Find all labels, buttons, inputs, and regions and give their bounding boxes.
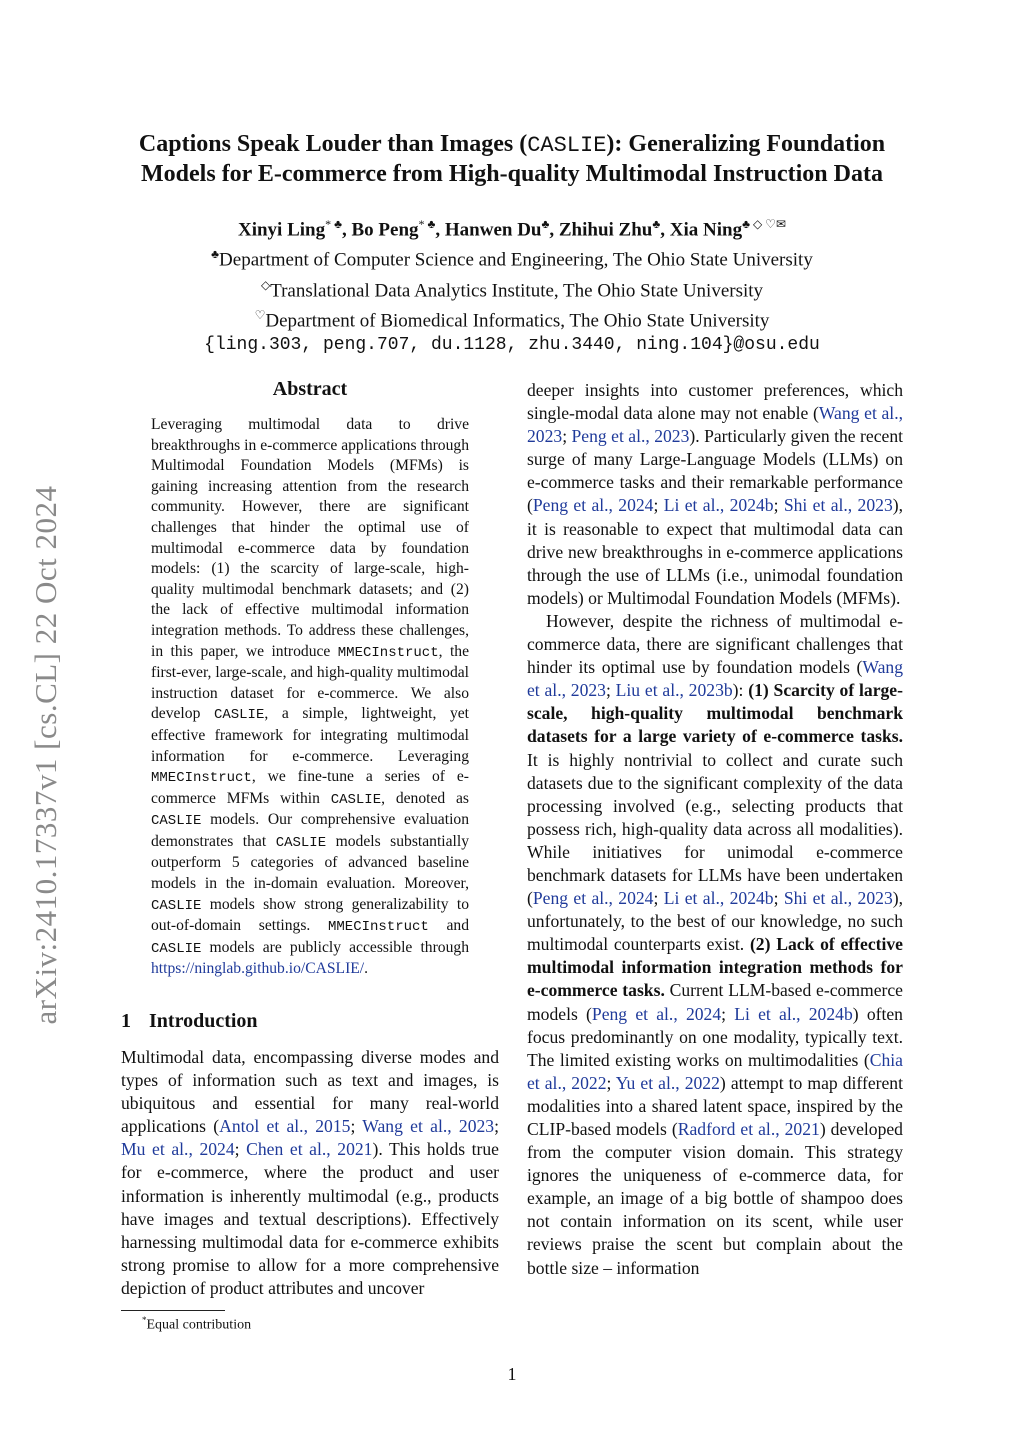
project-url-link[interactable]: https://ninglab.github.io/CASLIE/ — [151, 960, 365, 978]
arxiv-stamp — [14, 455, 78, 1055]
right-column — [527, 379, 903, 1280]
affiliation-1: ♣Department of Computer Science and Engineering, The Ohio State University — [211, 247, 813, 271]
right-paragraph-2: However, despite the richness of multimodal e-commerce data, there are significant challenges that hinder its optimal use by foundation models (Wang et al., 2023; Liu et al., 2023b): (1) Scarcity of large-scale, high-quality multimodal benchmark datasets for a large variety of e-commerce tasks. It is highly nontrivial to collect and curate such datasets due to the significant complexity of the data processing involved (e.g., selecting products that possess rich, high-quality data across all modalities). While initiatives for unimodal e-commerce benchmark datasets for LLMs have been undertaken (Peng et al., 2024; Li et al., 2024b; Shi et al., 2023), unfortunately, to the best of our knowledge, no such multimodal counterparts exist. (2) Lack of effective multimodal information integration methods for e-commerce tasks. Current LLM-based e-commerce models (Peng et al., 2024; Li et al., 2024b) often focus predominantly on one modality, typically text. The limited existing works on multimodalities (Chia et al., 2022; Yu et al., 2022) attempt to map different modalities into a shared latent space, inspired by the CLIP-based models (Radford et al., 2021) developed from the computer vision domain. This strategy ignores the uniqueness of e-commerce data, for example, an image of a big bottle of shampoo does not contain information on its scent, while user reviews praise the scent but complain about the bottle size – information — [527, 610, 904, 1278]
author-emails: {ling.303, peng.707, du.1128, zhu.3440, ning.104}@osu.edu — [204, 335, 820, 356]
citation-link[interactable]: Li et al., 2024b — [663, 495, 774, 516]
citation-link[interactable]: Peng et al., 2024 — [591, 1003, 722, 1024]
affiliation-2: ◇Translational Data Analytics Institute, The Ohio State University — [260, 277, 764, 301]
citation-link[interactable]: Liu et al., 2023b — [615, 680, 733, 701]
citation-link[interactable]: Peng et al., 2024 — [532, 495, 654, 516]
footnote: *Equal contribution — [142, 1315, 252, 1333]
citation-link[interactable]: Peng et al., 2024 — [532, 888, 654, 909]
arxiv-stamp-text: arXiv:2410.17337v1 [cs.CL] 22 Oct 2024 — [28, 485, 63, 1025]
citation-link[interactable]: Yu et al., 2022 — [615, 1072, 720, 1093]
citation-link[interactable]: Antol et al., 2015 — [219, 1116, 351, 1137]
author-names: Xinyi Ling* ♣, Bo Peng* ♣, Hanwen Du♣, Zhihui Zhu♣, Xia Ning♣ ◇ ♡✉ — [237, 217, 786, 241]
abstract-body: Leveraging multimodal data to drive breakthroughs in e-commerce applications through Multimodal Foundation Models (MFMs) is gaining increasing attention from the research community. However, there are significant challenges that hinder the optimal use of multimodal e-commerce data by foundation models: (1) the scarcity of large-scale, high-quality multimodal benchmark datasets; and (2) the lack of effective multimodal information integration methods. To address these challenges, in this paper, we introduce MMECInstruct, the first-ever, large-scale, and high-quality multimodal instruction dataset for e-commerce. We also develop CASLIE, a simple, lightweight, yet effective framework for integrating multimodal information for e-commerce. Leveraging MMECInstruct, we fine-tune a series of e-commerce MFMs within CASLIE, denoted as CASLIE models. Our comprehensive evaluation demonstrates that CASLIE models substantially outperform 5 categories of advanced baseline models in the in-domain evaluation. Moreover, CASLIE models show strong generalizability to out-of-domain settings. MMECInstruct and CASLIE models are publicly accessible through https://ninglab.github.io/CASLIE/. — [151, 416, 470, 978]
citation-link[interactable]: Shi et al., 2023 — [783, 888, 893, 909]
abstract-heading: Abstract — [272, 378, 348, 400]
paper-title: Captions Speak Louder than Images (CASLIE): Generalizing Foundation Models for E-commerce from High-quality Multimodal Instruction Data — [138, 131, 886, 187]
citation-link[interactable]: Chen et al., 2021 — [246, 1139, 373, 1160]
citation-link[interactable]: Mu et al., 2024 — [121, 1139, 235, 1160]
introduction-paragraph: Multimodal data, encompassing diverse modes and types of information such as text and images, is ubiquitous and essential for many real-world applications (Antol et al., 2015; Wang et al., 2023; Mu et al., 2024; Chen et al., 2021). This holds true for e-commerce, where the product and user information is inherently multimodal (e.g., products have images and textual descriptions). Effectively harnessing multimodal data for e-commerce exhibits strong promise to allow for a more comprehensive depiction of product attributes and uncover — [121, 1047, 499, 1298]
citation-link[interactable]: Wang et al., 2023 — [362, 1116, 495, 1137]
citation-link[interactable]: Peng et al., 2023 — [571, 426, 690, 447]
citation-link[interactable]: Radford et al., 2021 — [677, 1119, 820, 1139]
citation-link[interactable]: Shi et al., 2023 — [783, 495, 893, 516]
footnote-divider — [121, 1310, 225, 1311]
author-block — [100, 212, 924, 357]
citation-link[interactable]: Li et al., 2024b — [663, 888, 774, 909]
page-number: 1 — [507, 1364, 517, 1384]
section-heading-introduction: 1 Introduction — [121, 1010, 258, 1032]
citation-link[interactable]: Wang et al., 2023 — [527, 403, 903, 447]
citation-link[interactable]: Wang et al., 2023 — [527, 657, 903, 701]
right-paragraph-1: deeper insights into customer preferences, which single-modal data alone may not enable (Wang et al., 2023; Peng et al., 2023). Particularly given the recent surge of many Large-Language Models (LLMs) on e-commerce tasks and their remarkable performance (Peng et al., 2024; Li et al., 2024b; Shi et al., 2023), it is reasonable to expect that multimodal data can drive new breakthroughs in e-commerce applications through the use of LLMs (i.e., unimodal foundation models) or Multimodal Foundation Models (MFMs). — [527, 380, 904, 608]
citation-link[interactable]: Li et al., 2024b — [734, 1003, 853, 1024]
affiliation-3: ♡Department of Biomedical Informatics, The Ohio State University — [254, 307, 770, 332]
citation-link[interactable]: Chia et al., 2022 — [527, 1049, 903, 1093]
